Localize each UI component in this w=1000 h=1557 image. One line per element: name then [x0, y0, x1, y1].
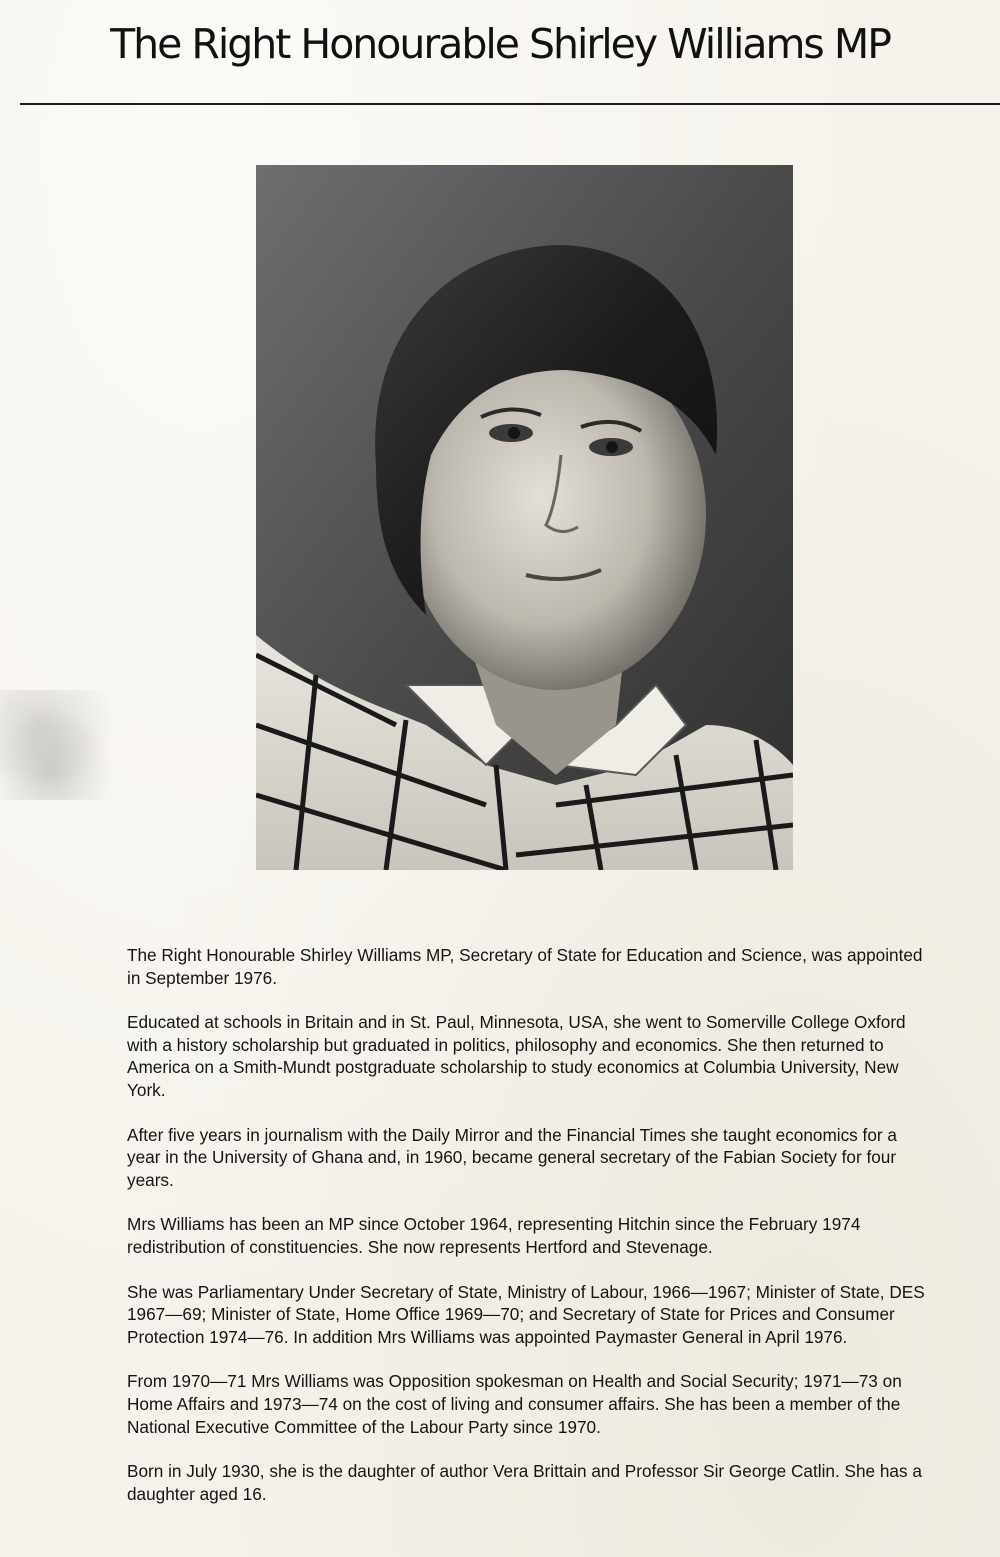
bio-paragraph: She was Parliamentary Under Secretary of State, Ministry of Labour, 1966—1967; Minister of State, DES 1967—69; Minister of State, Home Office 1969—70; and Secretary of State for Prices and Consumer Protection 1974—76. In addition Mrs Williams was appointed Paymaster General in April 1976. [127, 1281, 925, 1347]
ink-smudge [0, 690, 130, 800]
bio-paragraph: From 1970—71 Mrs Williams was Opposition spokesman on Health and Social Security; 1971—73 on Home Affairs and 1973—74 on the cost of living and consumer affairs. She has been a member of the National Executive Committee of the Labour Party since 1970. [127, 1371, 902, 1437]
bio-paragraph: Mrs Williams has been an MP since October 1964, representing Hitchin since the February 1974 redistribution of constituencies. She now represents Hertford and Stevenage. [127, 1214, 861, 1257]
bio-paragraph: Educated at schools in Britain and in St. Paul, Minnesota, USA, she went to Somerville College Oxford with a history scholarship but graduated in politics, philosophy and economics. She then returned to America on a Smith-Mundt postgraduate scholarship to study economics at Columbia University, New York. [127, 1012, 906, 1100]
biography-text [127, 944, 927, 1527]
portrait-illustration [256, 165, 793, 870]
bio-paragraph: After five years in journalism with the Daily Mirror and the Financial Times she taught economics for a year in the University of Ghana and, in 1960, became general secretary of the Fabian Society for four years. [127, 1124, 897, 1190]
bio-paragraph: Born in July 1930, she is the daughter of author Vera Brittain and Professor Sir George Catlin. She has a daughter aged 16. [127, 1461, 922, 1504]
bio-paragraph: The Right Honourable Shirley Williams MP, Secretary of State for Education and Science, was appointed in September 1976. [127, 945, 923, 988]
page-title: The Right Honourable Shirley Williams MP [110, 20, 890, 68]
portrait-photo [256, 165, 793, 870]
title-divider [20, 103, 1000, 105]
